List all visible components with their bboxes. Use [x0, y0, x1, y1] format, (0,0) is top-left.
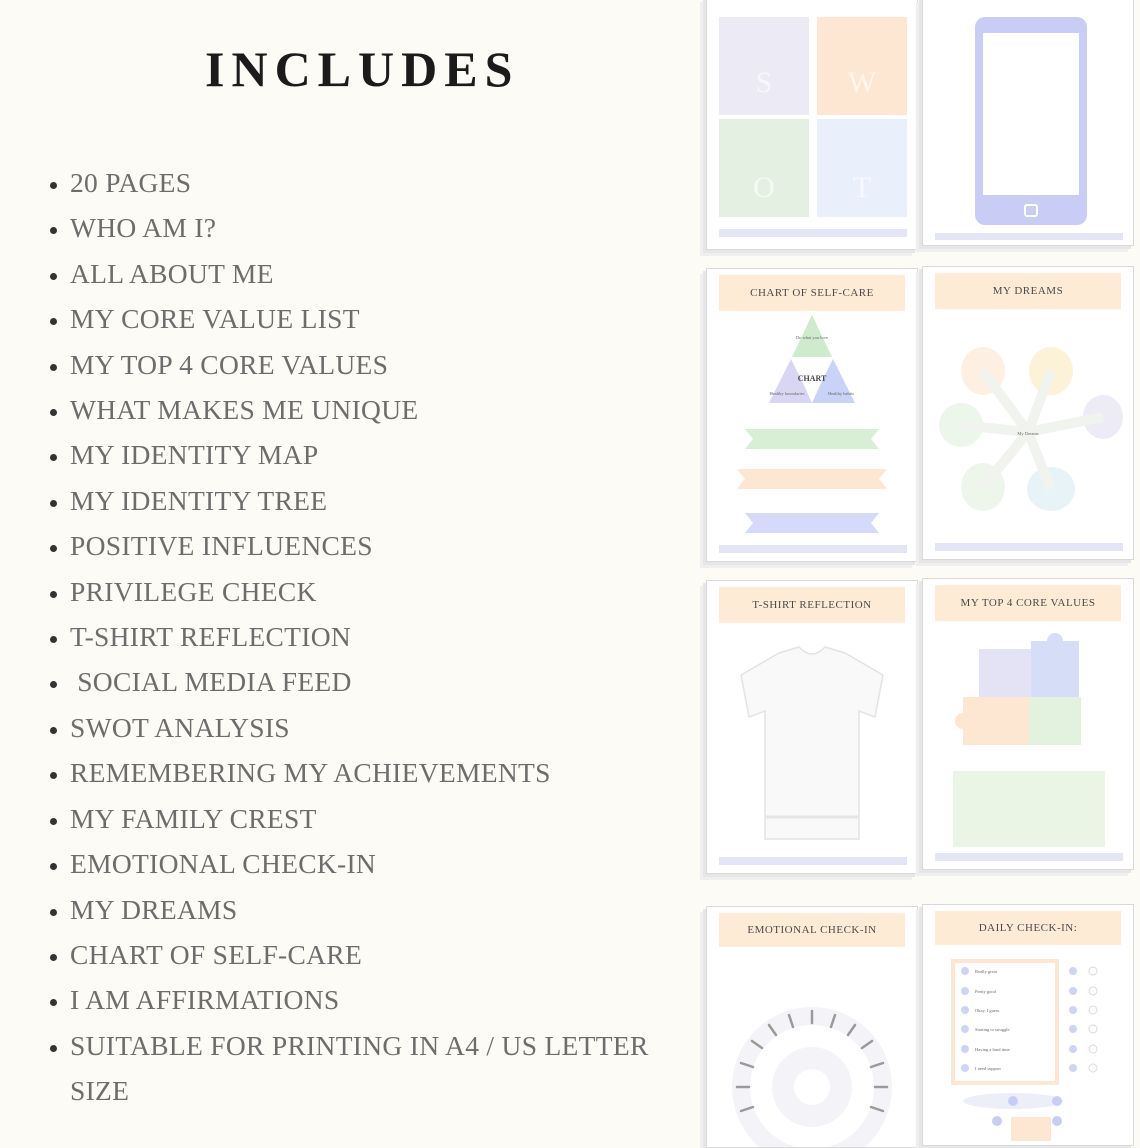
preview-title: CHART OF SELF-CARE	[719, 275, 905, 311]
list-item: • WHO AM I?	[70, 205, 710, 250]
list-item: • MY FAMILY CREST	[70, 796, 710, 841]
list-item: • MY IDENTITY TREE	[70, 478, 710, 523]
swot-letter-o: O	[753, 171, 775, 204]
list-item: • MY IDENTITY MAP	[70, 432, 710, 477]
preview-t-shirt-reflection	[706, 580, 918, 874]
list-item: • POSITIVE INFLUENCES	[70, 523, 710, 568]
includes-list	[40, 160, 710, 1114]
list-item: • REMEMBERING MY ACHIEVEMENTS	[70, 750, 710, 795]
preview-my-top-4-core-values	[922, 578, 1134, 870]
pyramid-left-label: Healthy boundaries	[769, 391, 805, 396]
emotion-wheel	[707, 907, 917, 1147]
swot-letter-w: W	[847, 66, 877, 99]
mood-row: Pretty good	[975, 989, 996, 994]
preview-emotional-check-in	[706, 906, 918, 1148]
swot-letter-t: T	[852, 171, 872, 204]
list-item: • MY CORE VALUE LIST	[70, 296, 710, 341]
list-item: • ALL ABOUT ME	[70, 251, 710, 296]
list-item: • WHAT MAKES ME UNIQUE	[70, 387, 710, 432]
preview-title: T-SHIRT REFLECTION	[719, 587, 905, 623]
swot-letter-s: S	[755, 66, 773, 99]
list-item: • SWOT ANALYSIS	[70, 705, 710, 750]
list-item: • MY DREAMS	[70, 887, 710, 932]
mood-row: Having a hard time	[975, 1047, 1010, 1052]
dreams-flower	[923, 267, 1133, 559]
preview-my-dreams	[922, 266, 1134, 560]
list-item: • CHART OF SELF-CARE	[70, 932, 710, 977]
page-title: INCLUDES	[205, 41, 520, 97]
preview-swot-analysis	[706, 0, 918, 250]
preview-title: DAILY CHECK-IN:	[935, 911, 1121, 945]
preview-daily-check-in	[922, 904, 1134, 1146]
dreams-center-label: My Dreams	[1017, 431, 1039, 436]
puzzle-graphic	[923, 579, 1133, 869]
list-item: • SOCIAL MEDIA FEED	[70, 659, 710, 704]
list-item: • MY TOP 4 CORE VALUES	[70, 342, 710, 387]
preview-title: EMOTIONAL CHECK-IN	[719, 913, 905, 947]
list-item: • I AM AFFIRMATIONS	[70, 977, 710, 1022]
daily-check-in-table	[923, 905, 1133, 1145]
mood-row: I need support	[975, 1066, 1001, 1071]
list-item: • 20 PAGES	[70, 160, 710, 205]
phone-icon	[923, 0, 1133, 245]
pyramid-center-label: CHART	[797, 374, 827, 383]
list-item: • PRIVILEGE CHECK	[70, 569, 710, 614]
mood-row: Starting to struggle	[975, 1027, 1010, 1032]
t-shirt-icon	[707, 581, 917, 873]
preview-chart-of-self-care	[706, 268, 918, 562]
pyramid-right-label: Healthy habits	[827, 391, 855, 396]
mood-row: Really great	[975, 969, 997, 974]
preview-title: MY TOP 4 CORE VALUES	[935, 585, 1121, 621]
list-item: • SUITABLE FOR PRINTING IN A4 / US LETTER SIZE	[70, 1023, 710, 1114]
self-care-pyramid	[707, 269, 917, 561]
list-item: • EMOTIONAL CHECK-IN	[70, 841, 710, 886]
preview-social-media-feed	[922, 0, 1134, 246]
mood-row: Okay, I guess	[975, 1008, 1000, 1013]
list-item: • T-SHIRT REFLECTION	[70, 614, 710, 659]
preview-title: MY DREAMS	[935, 273, 1121, 309]
pyramid-top-label: Do what you love	[795, 335, 829, 340]
swot-grid	[707, 0, 917, 249]
